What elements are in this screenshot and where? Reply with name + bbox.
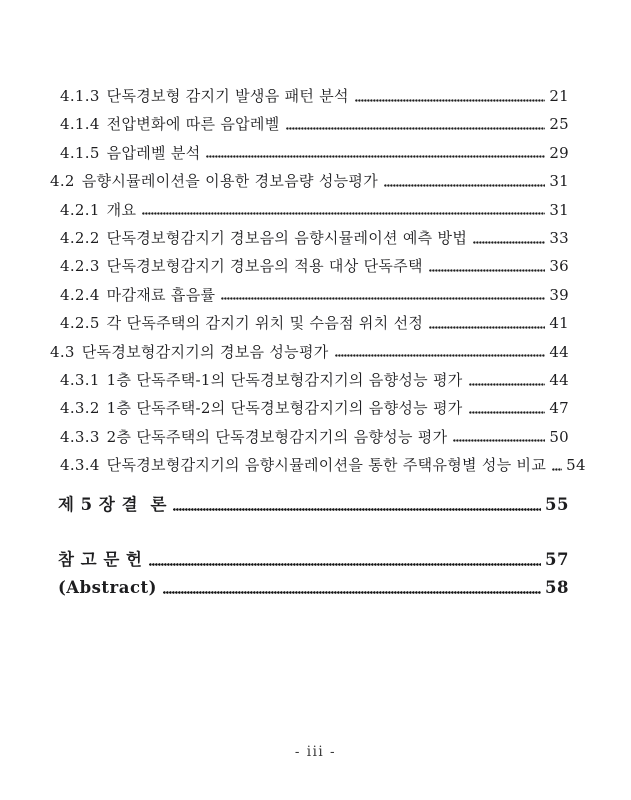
toc-entry-title: 음향시뮬레이션을 이용한 경보음량 성능평가 — [81, 172, 378, 191]
chapter-title: 제 5 장 결 론 — [58, 495, 167, 515]
toc-entry-page: 29 — [549, 143, 569, 162]
dot-leader — [384, 184, 545, 187]
toc-entry-number: 4.3.2 — [60, 399, 100, 418]
toc-entry — [50, 167, 569, 195]
toc-entry — [50, 394, 569, 422]
chapter-page: 55 — [545, 495, 569, 515]
toc-entry-title: 2층 단독주택의 단독경보형감지기의 음향성능 평가 — [106, 427, 448, 446]
toc-entry — [50, 252, 569, 280]
toc-entry — [50, 82, 569, 110]
toc-entry — [50, 423, 569, 451]
toc-entry-number: 4.1.5 — [60, 143, 100, 162]
toc-entry-page: 39 — [549, 285, 569, 304]
chapter-title: (Abstract) — [58, 578, 157, 598]
toc-entry-number: 4.1.4 — [60, 115, 100, 134]
dot-leader — [453, 439, 545, 442]
toc-entry-page: 50 — [549, 427, 569, 446]
toc-entry-page: 31 — [549, 200, 569, 219]
toc-entry-page: 44 — [549, 370, 569, 389]
toc-entry-number: 4.2.3 — [60, 257, 100, 276]
toc-entry-page: 44 — [549, 342, 569, 361]
toc-entry-page: 47 — [549, 399, 569, 418]
toc-entry-title: 1층 단독주택-1의 단독경보형감지기의 음향성능 평가 — [106, 370, 463, 389]
toc-entry-number: 4.2.1 — [60, 200, 100, 219]
toc-entry-page: 33 — [549, 228, 569, 247]
toc-entry-page: 36 — [549, 257, 569, 276]
toc-entry-title: 개요 — [106, 200, 137, 219]
toc-entry — [50, 338, 569, 366]
dot-leader — [221, 297, 545, 300]
toc-entry — [50, 224, 569, 252]
toc-entry — [50, 366, 569, 394]
toc-entry-title: 음압레벨 분석 — [106, 143, 201, 162]
toc-entry-title: 전압변화에 따른 음압레벨 — [106, 115, 280, 134]
chapter-title: 참 고 문 헌 — [58, 549, 143, 569]
toc-entry-number: 4.1.3 — [60, 87, 100, 105]
table-of-contents — [50, 82, 586, 603]
toc-entry-page: 41 — [549, 314, 569, 333]
toc-entry-page: 31 — [549, 172, 569, 191]
toc-entry-title: 단독경보형감지기의 경보음 성능평가 — [81, 342, 329, 361]
toc-entry-title: 1층 단독주택-2의 단독경보형감지기의 음향성능 평가 — [106, 399, 463, 418]
chapter-page: 58 — [545, 578, 569, 598]
toc-entry-page: 54 — [566, 456, 586, 475]
toc-entry-number: 4.2.4 — [60, 285, 100, 304]
toc-entry-title: 단독경보형 감지기 발생음 패턴 분석 — [106, 87, 349, 105]
dot-leader — [206, 155, 545, 158]
dot-leader — [469, 411, 546, 414]
toc-entry-number: 4.2.2 — [60, 228, 100, 247]
toc-entry-number: 4.3.3 — [60, 427, 100, 446]
toc-entry — [50, 451, 586, 479]
toc-entry-number: 4.3 — [50, 342, 75, 361]
toc-entry-title: 마감재료 흡음률 — [106, 285, 216, 304]
dot-leader — [469, 383, 546, 386]
dot-leader — [429, 269, 546, 272]
toc-entry — [50, 110, 569, 138]
dot-leader — [335, 354, 546, 357]
dot-leader — [355, 99, 546, 102]
toc-entry-title: 단독경보형감지기 경보음의 적용 대상 단독주택 — [106, 257, 423, 276]
toc-entry-number: 4.3.4 — [60, 456, 100, 475]
footer-page-number: - iii - — [294, 744, 337, 760]
dot-leader — [173, 508, 541, 511]
toc-entry-title: 각 단독주택의 감지기 위치 및 수음점 위치 선정 — [106, 314, 424, 333]
toc-entry-page: 21 — [549, 87, 569, 105]
toc-chapter-abstract — [50, 574, 569, 602]
toc-entry-number: 4.3.1 — [60, 370, 100, 389]
toc-entry-title: 단독경보형감지기 경보음의 음향시뮬레이션 예측 방법 — [106, 228, 468, 247]
toc-entry-number: 4.2.5 — [60, 314, 100, 333]
toc-chapter-conclusion — [50, 491, 569, 519]
dot-leader — [473, 241, 545, 244]
chapter-page: 57 — [545, 549, 569, 569]
dot-leader — [286, 127, 546, 130]
toc-entry-title: 단독경보형감지기의 음향시뮬레이션을 통한 주택유형별 성능 비교 — [106, 456, 547, 475]
toc-entry-number: 4.2 — [50, 172, 75, 191]
dot-leader — [429, 326, 545, 329]
dot-leader — [163, 591, 541, 594]
toc-chapter-references — [50, 546, 569, 574]
toc-entry — [50, 196, 569, 224]
dot-leader — [149, 563, 542, 566]
toc-entry — [50, 139, 569, 167]
toc-entry-page: 25 — [549, 115, 569, 134]
toc-entry — [50, 281, 569, 309]
dot-leader — [552, 468, 562, 471]
toc-entry — [50, 309, 569, 337]
dot-leader — [142, 212, 545, 215]
